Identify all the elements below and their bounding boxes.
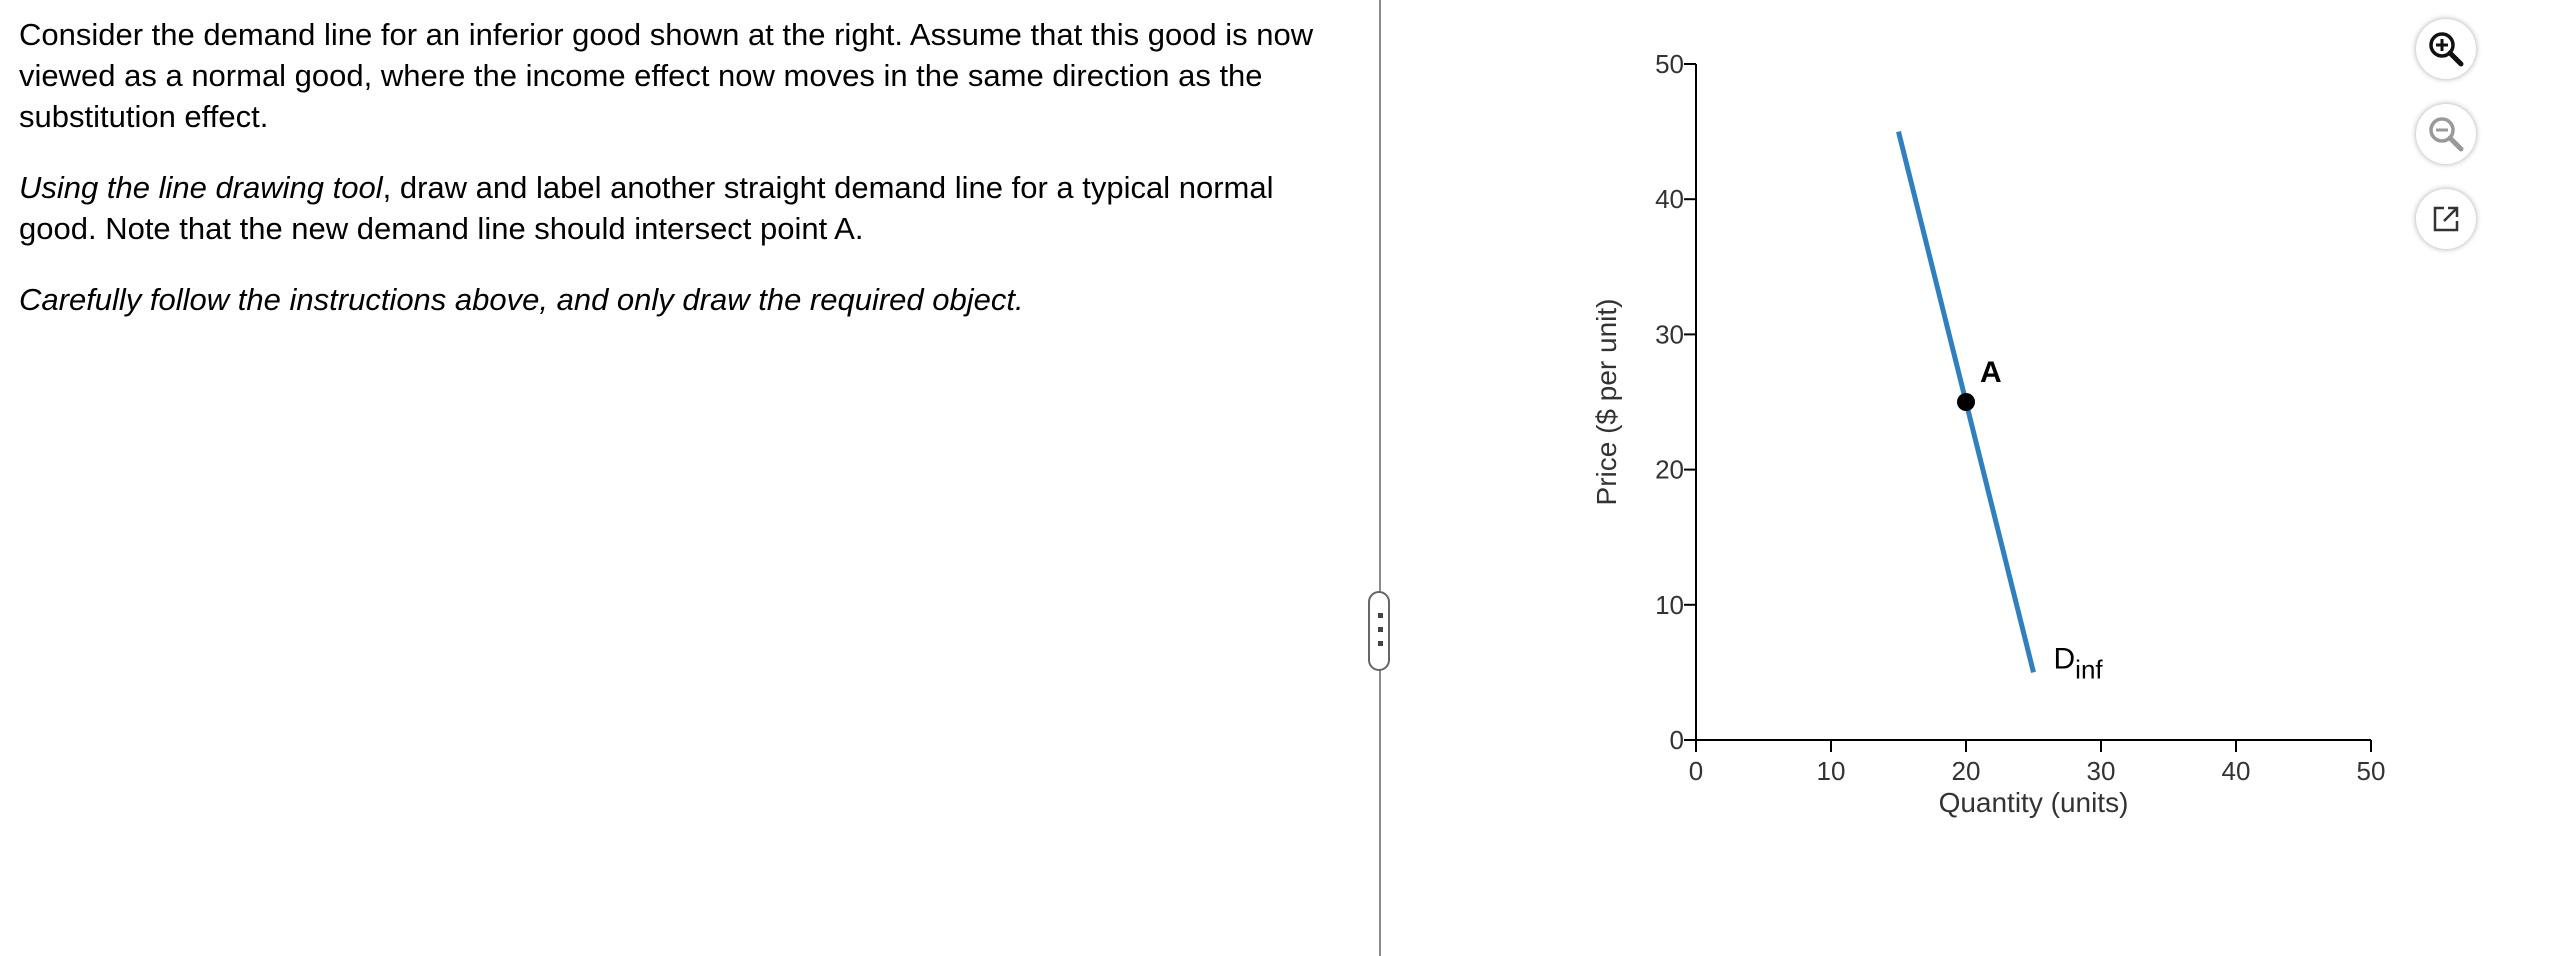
zoom-out-icon — [2426, 114, 2466, 154]
handle-dot — [1378, 613, 1383, 618]
y-tick-label: 30 — [1655, 319, 1684, 350]
zoom-in-button[interactable] — [2416, 19, 2476, 79]
instruction-paragraph-2 — [19, 167, 1359, 249]
x-tick-label: 40 — [2221, 756, 2251, 786]
popout-button[interactable] — [2416, 189, 2476, 249]
demand-line-label: Dinf — [2053, 642, 2103, 685]
y-axis-label: Price ($ per unit) — [1591, 298, 1622, 506]
instruction-emphasis: Using the line drawing tool — [19, 170, 383, 205]
x-ticks — [1689, 740, 2386, 786]
demand-chart[interactable] — [1590, 40, 2410, 840]
instruction-paragraph-1: Consider the demand line for an inferior good shown at the right. Assume that this good is now viewed as a normal good, where the income effect now moves in the same direction as the substitution effect. — [19, 17, 1314, 134]
y-tick-label: 0 — [1669, 725, 1684, 755]
y-tick-label: 50 — [1655, 49, 1684, 79]
series-layer — [1899, 132, 2104, 685]
y-tick-label: 20 — [1655, 454, 1684, 485]
point-a-label: A — [1980, 356, 2002, 389]
y-tick-label: 40 — [1655, 184, 1684, 215]
external-link-icon — [2426, 199, 2466, 239]
instruction-paragraph-2-rest: , draw and label another straight demand line for a typical normal good. Note that the new demand line should intersect point A. — [19, 170, 1274, 246]
zoom-out-button[interactable] — [2416, 104, 2476, 164]
x-tick-label: 20 — [1951, 756, 1981, 786]
pane-divider — [1379, 0, 1381, 956]
x-tick-label: 10 — [1816, 756, 1846, 786]
y-ticks — [1655, 49, 1696, 755]
instructions-text — [19, 14, 1359, 320]
zoom-in-icon — [2426, 29, 2466, 69]
graph-panel[interactable] — [1590, 40, 2410, 840]
point-a-marker — [1957, 393, 1975, 411]
x-tick-label: 0 — [1688, 756, 1704, 786]
instruction-note: Carefully follow the instructions above, and only draw the required object. — [19, 282, 1024, 317]
y-tick-label: 10 — [1655, 589, 1684, 620]
instruction-paragraph-3 — [19, 279, 1359, 320]
handle-dot — [1378, 627, 1383, 632]
x-tick-label: 50 — [2356, 756, 2386, 786]
x-axis-label: Quantity (units) — [1938, 787, 2129, 818]
x-tick-label: 30 — [2086, 756, 2116, 786]
pane-resize-handle[interactable] — [1368, 591, 1390, 671]
handle-dot — [1378, 641, 1383, 646]
